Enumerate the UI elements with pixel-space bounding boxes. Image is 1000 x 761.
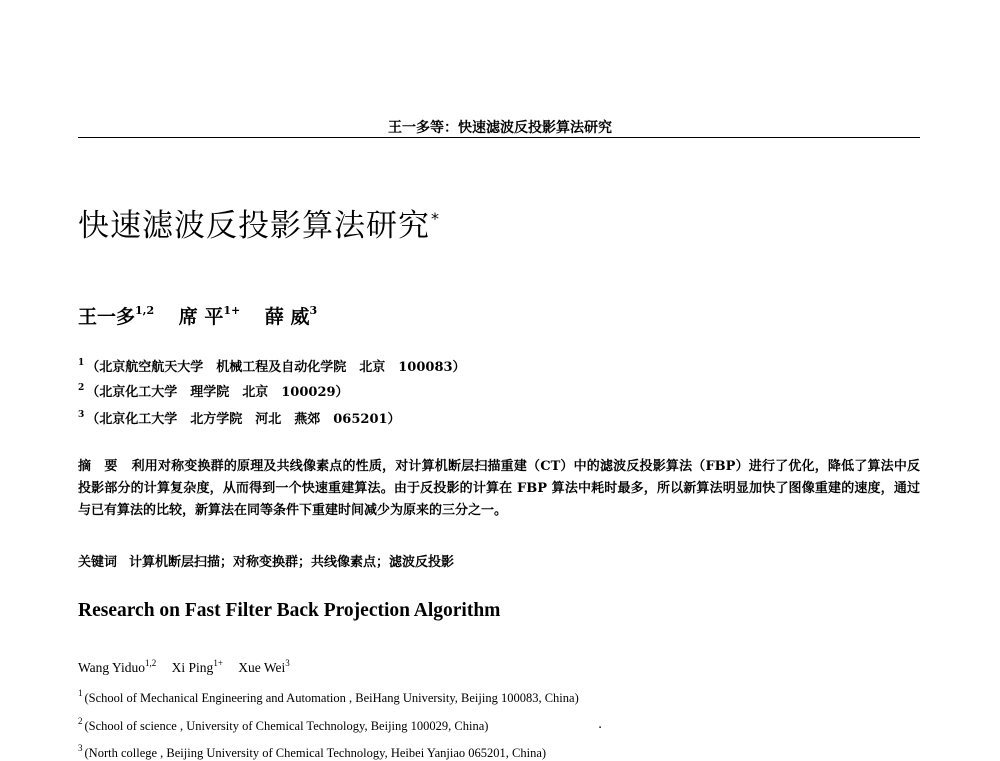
affiliation-mark: 3 [78, 743, 83, 753]
abstract-text: 利用对称变换群的原理及共线像素点的性质，对计算机断层扫描重建（CT）中的滤波反投影算法（FBP）进行了优化，降低了算法中反投影部分的计算复杂度，从而得到一个快速重建算法。由于反投影的计算在 FBP 算法中耗时最多，所以新算法明显加快了图像重建的速度，通过与已有算法的比较，新算法在同等条件下重建时间减少为原来的三分之一。 [78, 459, 920, 518]
abstract [78, 456, 920, 522]
author-name: 席 平 [178, 306, 224, 328]
author-name: 薛 威 [264, 306, 310, 328]
author-affiliation-mark: 1+ [213, 658, 223, 668]
author-affiliation-mark: 1+ [223, 304, 241, 317]
author-name: Xue Wei [238, 660, 286, 675]
affiliation-mark: 1 [78, 358, 85, 368]
affiliation-en [78, 688, 579, 706]
title-text: 快速滤波反投影算法研究 [78, 208, 430, 244]
authors-en [78, 658, 290, 676]
running-head: 王一多等：快速滤波反投影算法研究 [388, 120, 612, 136]
affiliation-cn [78, 381, 349, 400]
paper-title-cn [78, 200, 440, 245]
keywords [78, 551, 454, 570]
affiliation-en [78, 716, 488, 734]
author-name: Wang Yiduo [78, 660, 146, 675]
header-rule [78, 137, 920, 138]
paper-title-en: Research on Fast Filter Back Projection Algorithm [78, 600, 501, 621]
stray-mark: . [598, 717, 603, 732]
affiliation-en [78, 743, 546, 761]
affiliation-mark: 1 [78, 688, 83, 698]
author-affiliation-mark: 3 [309, 304, 318, 317]
affiliation-text: （北京化工大学 北方学院 河北 燕郊 065201） [86, 412, 401, 427]
keywords-label: 关键词 [78, 555, 118, 570]
affiliation-mark: 2 [78, 383, 85, 393]
affiliation-mark: 3 [78, 410, 85, 420]
affiliation-cn [78, 408, 401, 427]
author-name: 王一多 [78, 306, 136, 328]
affiliation-text: (School of science , University of Chemical Technology, Beijing 100029, China) [84, 719, 489, 733]
affiliation-text: (School of Mechanical Engineering and Automation , BeiHang University, Beijing 100083, China) [84, 691, 579, 705]
keywords-text: 计算机断层扫描；对称变换群；共线像素点；滤波反投影 [129, 555, 455, 570]
title-footnote-mark: * [431, 209, 440, 228]
authors-cn [78, 302, 317, 329]
author-name: Xi Ping [171, 660, 214, 675]
affiliation-text: (North college , Beijing University of Chemical Technology, Heibei Yanjiao 065201, China) [84, 746, 547, 760]
abstract-label: 摘 要 [78, 459, 118, 474]
author-affiliation-mark: 1,2 [135, 304, 155, 317]
affiliation-mark: 2 [78, 716, 83, 726]
affiliation-cn [78, 356, 466, 375]
author-affiliation-mark: 1,2 [145, 658, 157, 668]
author-affiliation-mark: 3 [285, 658, 290, 668]
affiliation-text: （北京化工大学 理学院 北京 100029） [86, 385, 349, 400]
affiliation-text: （北京航空航天大学 机械工程及自动化学院 北京 100083） [86, 360, 466, 375]
